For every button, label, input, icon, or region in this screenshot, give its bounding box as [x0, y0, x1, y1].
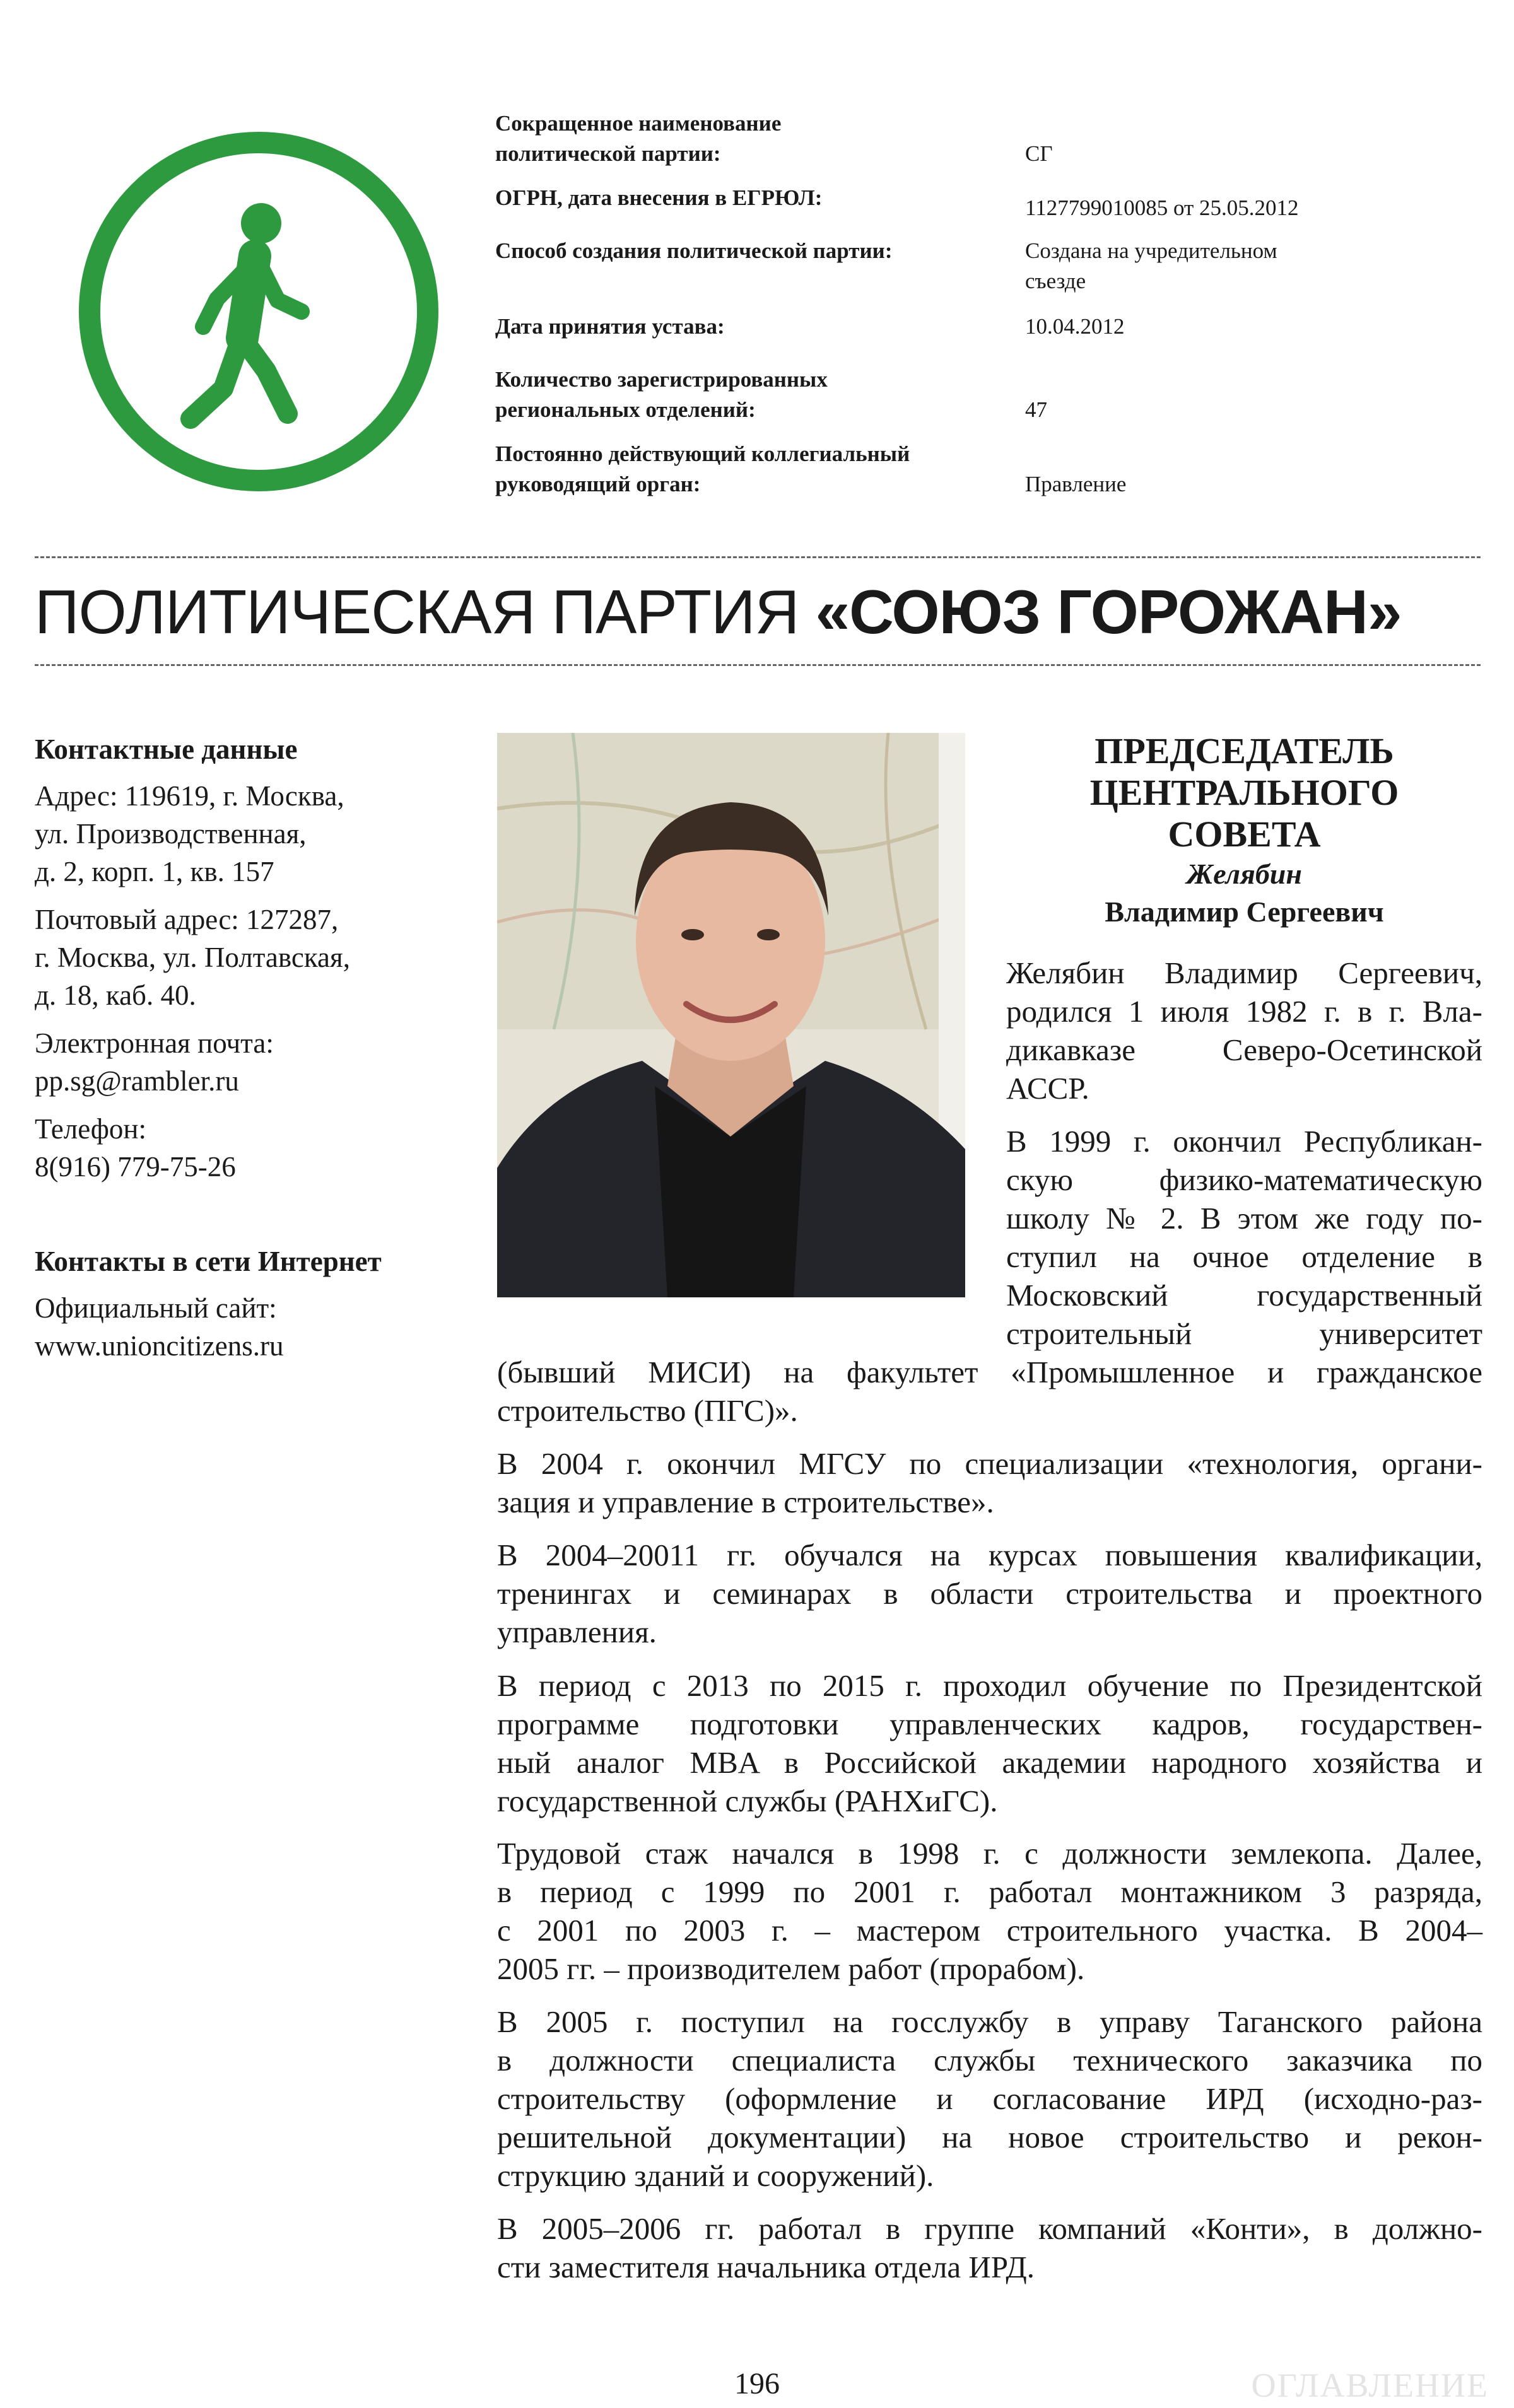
bio-paragraph-1: Желябин Владимир Сергеевич, родился 1 июля 1982 г. в г. Вла- дикавказе Северо-Осетинской АССР. — [1006, 956, 1482, 1106]
info-value-governing-body: Правление — [1025, 472, 1127, 496]
bio-paragraph-6: Трудовой стаж начался в 1998 г. с должности землекопа. Далее, в период с 1999 по 2001 г. работал монтажником 3 разряда, с 2001 по 2003 г. – мастером строительного участка. В 2004– 2005 гг. – производителем работ (прорабом). — [497, 1836, 1482, 1986]
info-label-charter-date: Дата принятия устава: — [495, 314, 725, 339]
party-logo — [77, 130, 440, 493]
bio-paragraph-8: В 2005–2006 гг. работал в группе компаний «Конти», в должно- сти заместителя начальника отдела ИРД. — [497, 2211, 1482, 2284]
party-title — [35, 574, 1486, 650]
internet-contacts-section — [35, 1242, 445, 1365]
chairman-surname: Желябин — [1187, 858, 1302, 890]
contacts-postal: Почтовый адрес: 127287, г. Москва, ул. Полтавская, д. 18, каб. 40. — [35, 904, 350, 1011]
bio-paragraph-5: В период с 2013 по 2015 г. проходил обучение по Президентской программе подготовки управленческих кадров, государствен- ный аналог MBA в Российской академии народного хозяйства и государственной службы (РАНХиГС). — [497, 1668, 1482, 1818]
bio-paragraph-7: В 2005 г. поступил на госслужбу в управу Таганского района в должности специалиста службы технического заказчика по строительству (оформление и согласование ИРД (исходно-раз- решительной документации) на новое строительство и рекон- струкцию зданий и сооружений). — [497, 2004, 1482, 2193]
contacts-phone: 8(916) 779-75-26 — [35, 1151, 236, 1183]
bio-paragraph-2a: В 1999 г. окончил Республикан- скую физико-математическую школу № 2. В этом же году по- ступил на очное отделение в Московский государственный строительный университет — [1006, 1124, 1482, 1351]
info-label-creation-method: Способ создания политической партии: — [495, 238, 893, 263]
chairman-heading — [1006, 730, 1482, 931]
toc-link[interactable]: ОГЛАВЛЕНИЕ — [1251, 2366, 1489, 2404]
info-value-ogrn: 1127799010085 от 25.05.2012 — [1025, 196, 1299, 220]
info-value-short-name: СГ — [1025, 141, 1053, 166]
bio-paragraph-4: В 2004–20011 гг. обучался на курсах повышения квалификации, тренингах и семинарах в области строительства и проектного управления. — [497, 1538, 1482, 1649]
page-number: 196 — [734, 2367, 780, 2400]
chairman-name: Владимир Сергеевич — [1105, 896, 1384, 928]
info-label-governing-body: Постоянно действующий коллегиальный руководящий орган: — [495, 441, 910, 496]
info-value-creation-method: Создана на учредительном съезде — [1025, 238, 1277, 293]
contacts-email[interactable]: pp.sg@rambler.ru — [35, 1065, 239, 1097]
site-label: Официальный сайт: — [35, 1292, 277, 1324]
info-label-short-name: Сокращенное наименование политической партии: — [495, 111, 782, 166]
info-label-regional-branches: Количество зарегистрированных региональных отделений: — [495, 367, 828, 422]
contacts-section — [35, 730, 445, 1186]
contacts-email-label: Электронная почта: — [35, 1027, 274, 1059]
bottom-divider — [35, 664, 1481, 666]
chairman-title-line-2: ЦЕНТРАЛЬНОГО — [1089, 772, 1399, 813]
site-link[interactable]: www.unioncitizens.ru — [35, 1330, 284, 1362]
contacts-address: Адрес: 119619, г. Москва, ул. Производственная, д. 2, корп. 1, кв. 157 — [35, 780, 344, 887]
contacts-phone-label: Телефон: — [35, 1113, 146, 1145]
info-value-regional-branches: 47 — [1025, 397, 1047, 422]
party-title-name: «СОЮЗ ГОРОЖАН» — [815, 577, 1402, 646]
pedestrian-icon — [77, 130, 440, 493]
internet-contacts-heading: Контакты в сети Интернет — [35, 1246, 382, 1277]
top-divider — [35, 556, 1481, 558]
chairman-title-line-1: ПРЕДСЕДАТЕЛЬ — [1094, 730, 1394, 771]
party-title-prefix: ПОЛИТИЧЕСКАЯ ПАРТИЯ — [35, 577, 816, 646]
chairman-photo — [497, 733, 965, 1297]
bio-paragraph-3: В 2004 г. окончил МГСУ по специализации «технология, органи- зация и управление в строительстве». — [497, 1446, 1482, 1519]
info-label-ogrn: ОГРН, дата внесения в ЕГРЮЛ: — [495, 185, 823, 210]
contacts-heading: Контактные данные — [35, 734, 298, 765]
bio-paragraph-2b: (бывший МИСИ) на факультет «Промышленное и гражданское строительство (ПГС)». — [497, 1355, 1482, 1428]
info-value-charter-date: 10.04.2012 — [1025, 314, 1125, 339]
chairman-title-line-3: СОВЕТА — [1168, 814, 1321, 855]
